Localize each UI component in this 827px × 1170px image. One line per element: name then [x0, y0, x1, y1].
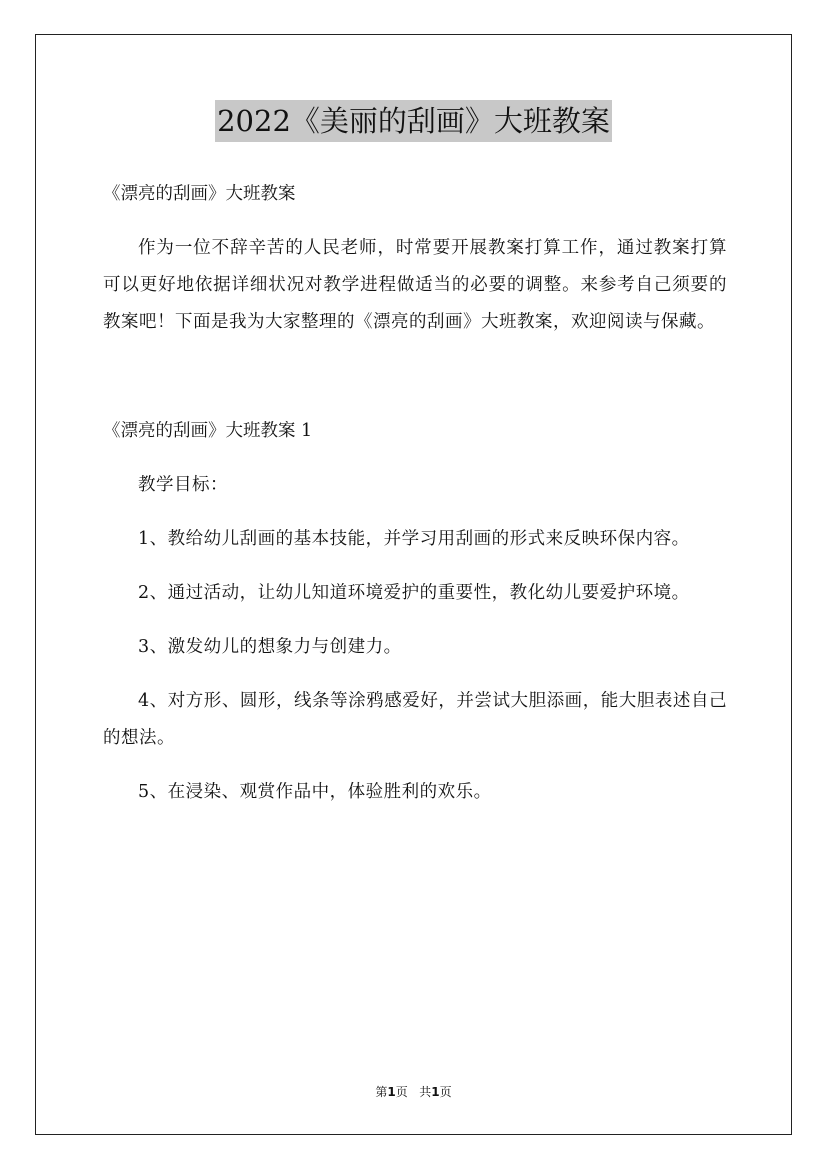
footer-page-number: 1: [387, 1085, 396, 1099]
goal-item-1: 1、教给幼儿刮画的基本技能，并学习用刮画的形式来反映环保内容。: [138, 529, 690, 549]
footer-total-suffix: 页: [439, 1085, 452, 1099]
spacer: [103, 666, 727, 683]
footer-page-prefix: 第: [375, 1085, 388, 1099]
spacer: [103, 612, 727, 629]
footer-total-prefix: 共: [419, 1085, 432, 1099]
spacer: [103, 558, 727, 575]
goal-item-2: 2、通过活动，让幼儿知道环境爱护的重要性，教化幼儿要爱护环境。: [138, 583, 690, 603]
spacer: [103, 341, 727, 413]
footer-total-number: 1: [431, 1085, 440, 1099]
document-title: 2022《美丽的刮画》大班教案: [215, 100, 612, 142]
goals-label: 教学目标：: [138, 475, 228, 495]
spacer: [103, 504, 727, 521]
spacer: [103, 450, 727, 467]
goal-item-5: 5、在浸染、观赏作品中，体验胜利的欢乐。: [138, 782, 492, 802]
goal-item-4: 4、对方形、圆形，线条等涂鸦感爱好，并尝试大胆添画，能大胆表述自己的想法。: [103, 691, 727, 748]
title-container: [0, 100, 827, 142]
document-subtitle: 《漂亮的刮画》大班教案: [103, 184, 296, 204]
section-heading: 《漂亮的刮画》大班教案 1: [103, 421, 313, 441]
page-footer: [0, 1084, 827, 1100]
intro-paragraph: 作为一位不辞辛苦的人民老师，时常要开展教案打算工作，通过教案打算可以更好地依据详细状况对教学进程做适当的必要的调整。来参考自己须要的教案吧！下面是我为大家整理的《漂亮的刮画》大班教案，欢迎阅读与保藏。: [103, 238, 727, 332]
spacer: [103, 213, 727, 230]
document-body: [103, 176, 727, 811]
footer-page-suffix: 页: [395, 1085, 408, 1099]
spacer: [103, 757, 727, 774]
goal-item-3: 3、激发幼儿的想象力与创建力。: [138, 637, 402, 657]
